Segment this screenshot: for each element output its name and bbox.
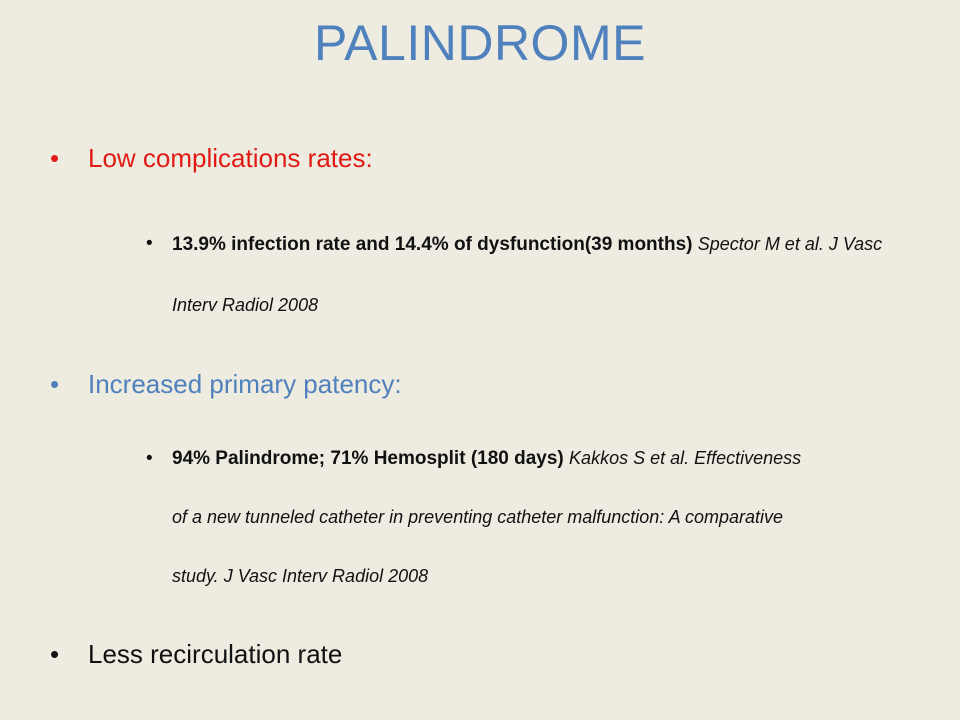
slide-title: PALINDROME	[314, 15, 646, 71]
sub-bullet-infection-rate	[146, 214, 916, 336]
bullet-icon: •	[50, 143, 60, 173]
bullet-recirculation	[50, 638, 342, 670]
sub-bullet-icon: •	[146, 448, 153, 469]
sub-bullet-patency	[146, 429, 806, 606]
bullet-primary-patency	[50, 368, 402, 400]
citation: Spector M et al. J Vasc Interv Radiol 2008	[172, 234, 883, 315]
bullet-text: Low complications rates:	[88, 143, 373, 173]
sub-bullet-finding: 94% Palindrome; 71% Hemosplit (180 days)	[172, 448, 564, 469]
citation: Kakkos S et al. Effectiveness of a new tunneled catheter in preventing catheter malfunction: A comparative study. J Vasc Interv Radiol 2008	[172, 448, 802, 586]
bullet-icon: •	[50, 369, 60, 399]
sub-bullet-finding: 13.9% infection rate and 14.4% of dysfunction(39 months)	[172, 234, 693, 255]
bullet-text: Less recirculation rate	[88, 639, 343, 669]
bullet-text: Increased primary patency:	[88, 369, 402, 399]
bullet-low-complications	[50, 142, 373, 174]
bullet-icon: •	[50, 639, 60, 669]
sub-bullet-icon: •	[146, 233, 153, 254]
